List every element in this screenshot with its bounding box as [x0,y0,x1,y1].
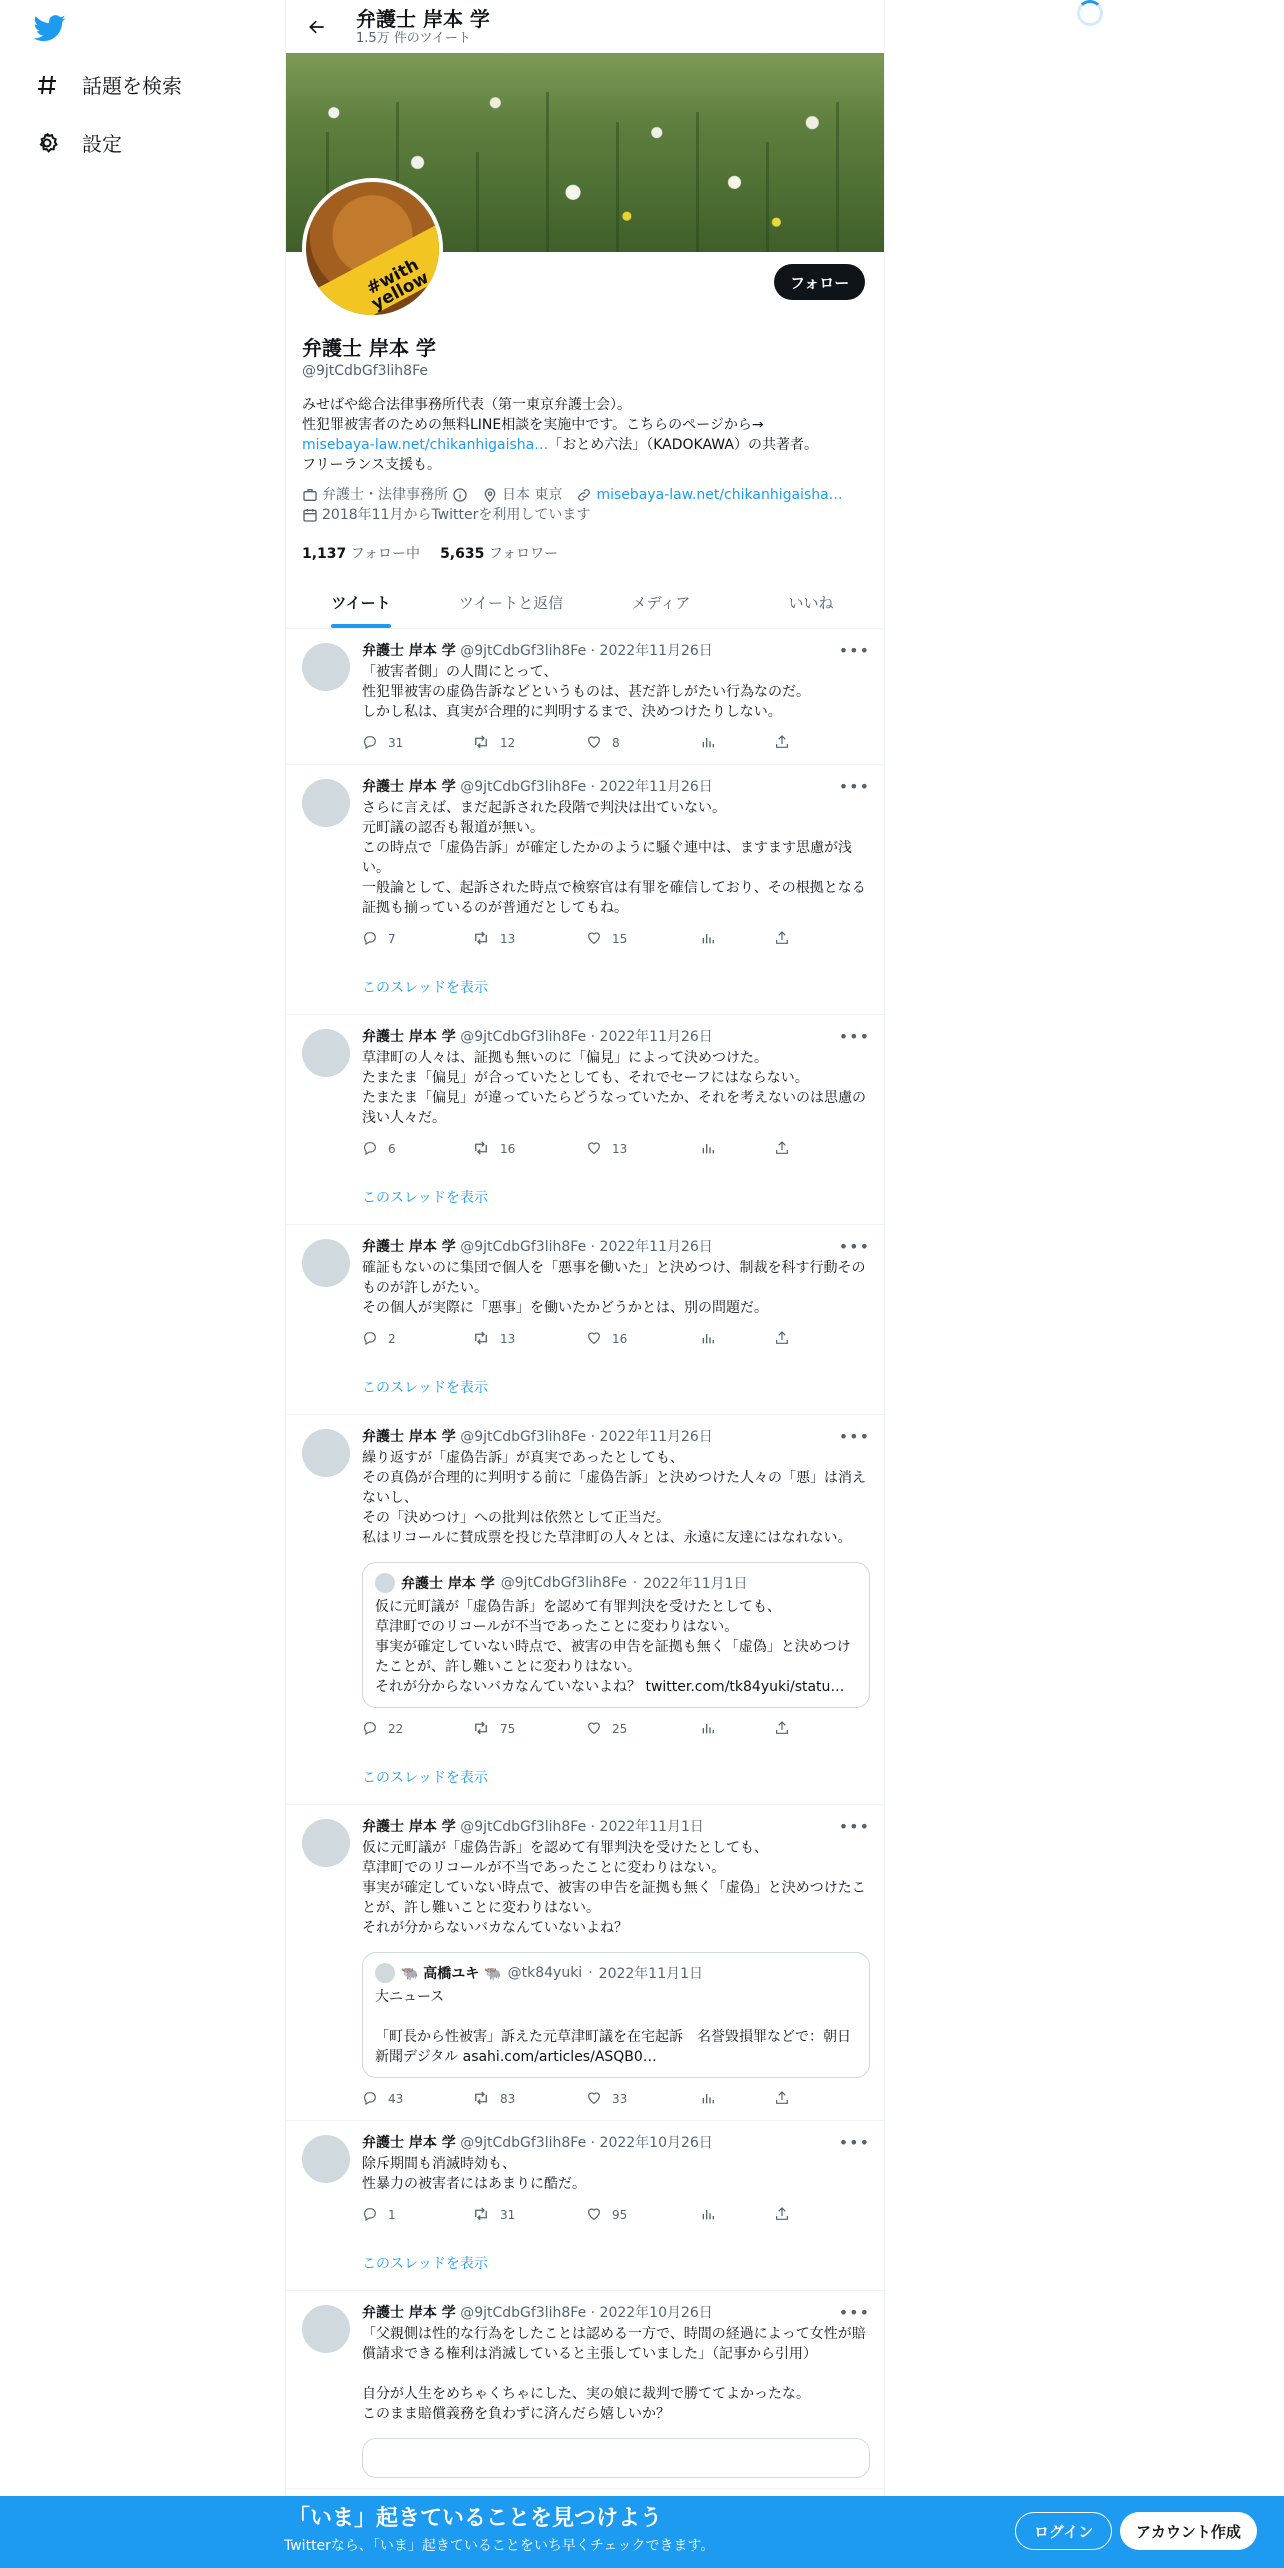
quoted-tweet[interactable] [362,2438,870,2478]
bio-link[interactable]: misebaya-law.net/chikanhigaisha… [302,437,549,453]
tweet-header: 弁護士 岸本 学 @9jtCdbGf3lih8Fe · 2022年11月26日 [362,1029,713,1045]
profile-meta [302,485,870,525]
tweet-date[interactable]: 2022年11月26日 [599,1429,713,1445]
like-icon [586,734,602,753]
retweet-count: 12 [500,736,516,750]
retweet-button[interactable] [472,733,586,754]
tweet-author-name[interactable]: 弁護士 岸本 学 [362,643,456,659]
tab-media[interactable]: メディア [631,594,691,612]
tweet-header: 弁護士 岸本 学 @9jtCdbGf3lih8Fe · 2022年11月26日 [362,643,713,659]
tweet-header: 弁護士 岸本 学 @9jtCdbGf3lih8Fe · 2022年10月26日 [362,2305,713,2321]
tweet-text: 確証もないのに集団で個人を「悪事を働いた」と決めつけ、制裁を科す行動そのものが許しがたい。 その個人が実際に「悪事」を働いたかどうかとは、別の問題だ。 [362,1260,866,1316]
profile-handle: @9jtCdbGf3lih8Fe [302,363,428,379]
more-icon[interactable]: ••• [838,2303,870,2322]
profile-joined: 2018年11月からTwitterを利用しています [302,505,590,525]
retweet-count: 31 [500,2208,516,2222]
reply-button[interactable] [362,2090,472,2109]
profile-website[interactable]: misebaya-law.net/chikanhigaisha… [576,485,842,505]
quoted-tweet-header: 弁護士 岸本 学 @9jtCdbGf3lih8Fe · 2022年11月1日 [375,1573,857,1593]
views-icon [700,930,716,949]
like-icon [586,1720,602,1739]
like-button[interactable] [586,930,700,949]
tweet-header: 弁護士 岸本 学 @9jtCdbGf3lih8Fe · 2022年11月1日 [362,1819,704,1835]
quoted-author-handle: @9jtCdbGf3lih8Fe [500,1575,627,1591]
more-icon[interactable]: ••• [838,1817,870,1836]
share-icon [774,930,790,949]
tweet-actions [362,2088,870,2110]
quoted-avatar [375,1963,395,1983]
quoted-tweet[interactable] [362,1562,870,1708]
tweet-author-handle[interactable]: @9jtCdbGf3lih8Fe [460,2305,587,2321]
signup-bar-title: 「いま」起きていることを見つけよう [288,2506,663,2531]
profile-category: 弁護士・法律事務所 [302,485,468,505]
reply-count: 1 [388,2208,396,2222]
share-icon [774,1140,790,1159]
views-button[interactable] [700,1720,774,1739]
tweet[interactable] [286,1415,885,1805]
profile-tabs [286,577,885,629]
profile-stats [302,543,870,563]
like-icon [586,2090,602,2109]
tweet-actions [362,1138,870,1160]
more-icon[interactable]: ••• [838,2133,870,2152]
tweet-avatar[interactable] [302,1239,350,1287]
like-count: 8 [612,736,620,750]
tweet-author-handle[interactable]: @9jtCdbGf3lih8Fe [460,779,587,795]
tweet[interactable] [286,629,885,765]
profile-location: 日本 東京 [482,485,562,505]
show-thread-link[interactable]: このスレッドを表示 [362,980,488,996]
views-icon [700,1330,716,1349]
tweet-date[interactable]: 2022年11月26日 [599,643,713,659]
retweet-icon [472,2205,490,2226]
reply-count: 2 [388,1332,396,1346]
tweet-author-handle[interactable]: @9jtCdbGf3lih8Fe [460,643,587,659]
show-thread-link[interactable]: このスレッドを表示 [362,2256,488,2272]
like-count: 25 [612,1722,628,1736]
tweet-actions [362,732,870,754]
tweet-count: 1.5万 件のツイート [356,30,471,46]
tweet[interactable] [286,765,885,1015]
tweet-author-handle[interactable]: @9jtCdbGf3lih8Fe [460,1819,587,1835]
like-icon [586,2206,602,2225]
tweet-avatar[interactable] [302,2135,350,2183]
share-button[interactable] [774,2090,790,2109]
retweet-count: 13 [500,1332,516,1346]
tweet-text: 草津町の人々は、証拠も無いのに「偏見」によって決めつけた。 たまたま「偏見」が合っていたとしても、それでセーフにはならない。 たまたま「偏見」が違っていたらどうなっていたか、それを考えないのは思慮の浅い人々だ。 [362,1050,866,1126]
tweet-author-handle[interactable]: @9jtCdbGf3lih8Fe [460,1029,587,1045]
reply-count: 31 [388,736,404,750]
header-title: 弁護士 岸本 学 [356,6,490,31]
like-count: 15 [612,932,628,946]
tweet-avatar[interactable] [302,643,350,691]
quoted-tweet[interactable] [362,1952,870,2078]
reply-button[interactable] [362,1330,472,1349]
like-icon [586,1330,602,1349]
profile-name: 弁護士 岸本 学 [302,336,436,360]
like-button[interactable] [586,2206,700,2225]
bio-line: みせばや総合法律事務所代表（第一東京弁護士会）。 [302,397,631,413]
reply-count: 6 [388,1142,396,1156]
like-count: 16 [612,1332,628,1346]
tweet-avatar[interactable] [302,1429,350,1477]
like-button[interactable] [586,1330,700,1349]
show-thread-link[interactable]: このスレッドを表示 [362,1380,488,1396]
retweet-icon [472,2089,490,2110]
nav-explore[interactable] [34,70,182,99]
retweet-count: 75 [500,1722,516,1736]
reply-icon [362,734,378,753]
quoted-tweet-text: 大ニュース 「町長から性被害」訴えた元草津町議を在宅起訴 名誉毀損罪などで：朝日新聞デジタル asahi.com/articles/ASQB0… [375,1989,851,2065]
views-button[interactable] [700,1140,774,1159]
signup-button[interactable]: アカウント作成 [1120,2512,1257,2550]
location-icon [482,487,498,503]
twitter-logo-icon[interactable] [34,12,66,44]
tweet-actions [362,1328,870,1350]
tab-tweets-replies[interactable]: ツイートと返信 [458,594,564,612]
tweet-date[interactable]: 2022年11月1日 [599,1819,704,1835]
views-icon [700,2206,716,2225]
tweet[interactable] [286,2121,885,2291]
like-icon [586,930,602,949]
share-icon [774,734,790,753]
quoted-author-name: 🐃 高橋ユキ 🐃 [401,1966,502,1982]
nav-explore-label: 話題を検索 [82,74,182,98]
like-button[interactable] [586,1720,700,1739]
retweet-icon [472,733,490,754]
show-thread-link[interactable]: このスレッドを表示 [362,1770,488,1786]
tweet-avatar[interactable] [302,1819,350,1867]
tab-likes[interactable]: いいね [788,594,834,612]
like-button[interactable] [586,734,700,753]
tweet-header: 弁護士 岸本 学 @9jtCdbGf3lih8Fe · 2022年11月26日 [362,1239,713,1255]
loading-spinner [1077,0,1103,26]
tweet-avatar[interactable] [302,779,350,827]
tweet-author-name[interactable]: 弁護士 岸本 学 [362,2135,456,2151]
tweet-timeline [286,629,885,2489]
tweet-author-name[interactable]: 弁護士 岸本 学 [362,779,456,795]
more-icon[interactable]: ••• [838,777,870,796]
share-icon [774,2206,790,2225]
reply-icon [362,1330,378,1349]
share-button[interactable] [774,734,790,753]
tweet-date[interactable]: 2022年10月26日 [599,2135,713,2151]
tweet-author-name[interactable]: 弁護士 岸本 学 [362,1429,456,1445]
profile-info [302,336,870,563]
share-button[interactable] [774,1330,790,1349]
retweet-button[interactable] [472,1329,586,1350]
reply-icon [362,2090,378,2109]
views-button[interactable] [700,2206,774,2225]
tweet[interactable] [286,1805,885,2121]
tweet-author-name[interactable]: 弁護士 岸本 学 [362,1239,456,1255]
views-icon [700,1720,716,1739]
retweet-button[interactable] [472,1719,586,1740]
quoted-avatar [375,1573,395,1593]
tweet-date[interactable]: 2022年11月26日 [599,1029,713,1045]
retweet-button[interactable] [472,2205,586,2226]
quoted-author-handle: @tk84yuki [507,1965,583,1981]
tweet-text: 繰り返すが「虚偽告訴」が真実であったとしても、 その真偽が合理的に判明する前に「虚偽告訴」と決めつけた人々の「悪」は消えないし、 その「決めつけ」への批判は依然として正当だ。 私はリコールに賛成票を投じた草津町の人々とは、永遠に友達にはなれない。 [362,1450,866,1546]
like-count: 13 [612,1142,628,1156]
reply-count: 7 [388,932,396,946]
signup-bar [0,2496,1284,2568]
gear-icon [34,130,60,156]
reply-button[interactable] [362,734,472,753]
following-link[interactable]: 1,137 フォロー中 [302,546,421,562]
quoted-tweet-header: 🐃 高橋ユキ 🐃 @tk84yuki · 2022年11月1日 [375,1963,857,1983]
quoted-date: 2022年11月1日 [643,1576,748,1592]
tweet-date[interactable]: 2022年11月26日 [599,779,713,795]
share-button[interactable] [774,1140,790,1159]
tweet-avatar[interactable] [302,2305,350,2353]
retweet-count: 16 [500,1142,516,1156]
info-icon [452,487,468,503]
tweet-header: 弁護士 岸本 学 @9jtCdbGf3lih8Fe · 2022年11月26日 [362,1429,713,1445]
reply-icon [362,1140,378,1159]
share-icon [774,1330,790,1349]
tweet-actions [362,2204,870,2226]
share-icon [774,2090,790,2109]
follow-button[interactable]: フォロー [774,264,865,300]
bio-line: 性犯罪被害者のための無料LINE相談を実施中です。こちらのページから→ [302,417,764,433]
tweet[interactable] [286,1015,885,1225]
nav-settings-label: 設定 [82,132,122,156]
like-count: 95 [612,2208,628,2222]
tweet-author-name[interactable]: 弁護士 岸本 学 [362,2305,456,2321]
reply-button[interactable] [362,2206,472,2225]
followers-link[interactable]: 5,635 フォロワー [440,546,559,562]
like-button[interactable] [586,2090,700,2109]
like-icon [586,1140,602,1159]
tweet-author-name[interactable]: 弁護士 岸本 学 [362,1819,456,1835]
retweet-button[interactable] [472,929,586,950]
views-button[interactable] [700,734,774,753]
profile-header [286,0,884,53]
bio-line: フリーランス支援も。 [302,457,442,473]
nav-settings[interactable] [34,128,122,157]
views-button[interactable] [700,2090,774,2109]
retweet-count: 83 [500,2092,516,2106]
quoted-author-name: 弁護士 岸本 学 [401,1576,495,1592]
tweet-actions [362,928,870,950]
tab-tweets[interactable]: ツイート [286,577,436,628]
quoted-date: 2022年11月1日 [598,1966,704,1982]
tweet[interactable] [286,1225,885,1415]
reply-button[interactable] [362,1140,472,1159]
reply-button[interactable] [362,930,472,949]
reply-icon [362,930,378,949]
profile-column [285,0,885,2568]
tweet-header: 弁護士 岸本 学 @9jtCdbGf3lih8Fe · 2022年10月26日 [362,2135,713,2151]
tweet-text: 「被害者側」の人間にとって、 性犯罪被害の虚偽告訴などというものは、甚だ許しがたい行為なのだ。 しかし私は、真実が合理的に判明するまで、決めつけたりしない。 [362,664,810,720]
calendar-icon [302,507,318,523]
reply-icon [362,1720,378,1739]
retweet-icon [472,1329,490,1350]
avatar-tag-text: #with yellow [363,254,433,315]
reply-button[interactable] [362,1720,472,1739]
tweet-author-handle[interactable]: @9jtCdbGf3lih8Fe [460,1239,587,1255]
briefcase-icon [302,487,318,503]
tweet-avatar[interactable] [302,1029,350,1077]
share-button[interactable] [774,1720,790,1739]
share-icon [774,1720,790,1739]
reply-count: 43 [388,2092,404,2106]
bio-line: 「おとめ六法」（KADOKAWA）の共著者。 [548,437,818,453]
tweet-text: 除斥期間も消滅時効も、 性暴力の被害者にはあまりに酷だ。 [362,2156,586,2192]
share-button[interactable] [774,2206,790,2225]
hashtag-icon [34,72,60,98]
link-icon [576,487,592,503]
retweet-icon [472,1139,490,1160]
more-icon[interactable]: ••• [838,1237,870,1256]
tweet-text: さらに言えば、まだ起訴された段階で判決は出ていない。 元町議の認否も報道が無い。 この時点で「虚偽告訴」が確定したかのように騒ぐ連中は、ますます思慮が浅い。 一般論として、起訴された時点で検察官は有罪を確信しており、その根拠となる証拠も揃っているのが普通だとしてもね。 [362,800,866,916]
back-arrow-icon[interactable] [300,10,334,44]
retweet-icon [472,929,490,950]
like-button[interactable] [586,1140,700,1159]
tweet-author-name[interactable]: 弁護士 岸本 学 [362,1029,456,1045]
retweet-icon [472,1719,490,1740]
views-icon [700,1140,716,1159]
profile-avatar[interactable] [302,178,443,319]
reply-count: 22 [388,1722,404,1736]
retweet-count: 13 [500,932,516,946]
signup-bar-subtitle: Twitterなら、「いま」起きていることをいち早くチェックできます。 [284,2538,715,2554]
tweet-header: 弁護士 岸本 学 @9jtCdbGf3lih8Fe · 2022年11月26日 [362,779,713,795]
views-icon [700,2090,716,2109]
more-icon[interactable]: ••• [838,1427,870,1446]
show-thread-link[interactable]: このスレッドを表示 [362,1190,488,1206]
reply-icon [362,2206,378,2225]
login-button[interactable]: ログイン [1015,2512,1112,2550]
tweet-date[interactable]: 2022年10月26日 [599,2305,713,2321]
like-count: 33 [612,2092,628,2106]
tweet-author-handle[interactable]: @9jtCdbGf3lih8Fe [460,1429,587,1445]
profile-bio [302,395,870,475]
tweet-text: 仮に元町議が「虚偽告訴」を認めて有罪判決を受けたとしても、 草津町でのリコールが不当であったことに変わりはない。 事実が確定していない時点で、被害の申告を証拠も無く「虚偽」と決めつけたことが、許し難いことに変わりはない。 それが分からないバカなんていないよね？ [362,1840,866,1936]
retweet-button[interactable] [472,1139,586,1160]
views-button[interactable] [700,1330,774,1349]
more-icon[interactable]: ••• [838,1027,870,1046]
views-button[interactable] [700,930,774,949]
tweet-actions [362,1718,870,1740]
quoted-tweet-text: 仮に元町議が「虚偽告訴」を認めて有罪判決を受けたとしても、 草津町でのリコールが不当であったことに変わりはない。 事実が確定していない時点で、被害の申告を証拠も無く「虚偽」と決めつけたことが、許し難いことに変わりはない。 それが分からないバカなんていないよね？ twitter.com/tk84yuki/statu… [375,1599,851,1695]
views-icon [700,734,716,753]
retweet-button[interactable] [472,2089,586,2110]
tweet[interactable] [286,2291,885,2489]
tweet-date[interactable]: 2022年11月26日 [599,1239,713,1255]
share-button[interactable] [774,930,790,949]
tweet-text: 「父親側は性的な行為をしたことは認める一方で、時間の経過によって女性が賠償請求できる権利は消滅していると主張していました」（記事から引用） 自分が人生をめちゃくちゃにした、実の娘に裁判で勝ててよかったな。 このまま賠償義務を負わずに済んだら嬉しいか？ [362,2326,866,2422]
more-icon[interactable]: ••• [838,641,870,660]
tweet-author-handle[interactable]: @9jtCdbGf3lih8Fe [460,2135,587,2151]
